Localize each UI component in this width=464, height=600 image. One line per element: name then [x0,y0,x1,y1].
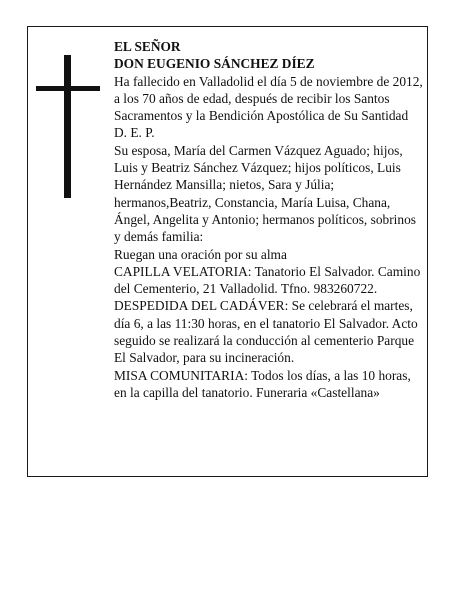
obituary-family: Su esposa, María del Carmen Vázquez Aguado; hijos, Luis y Beatriz Sánchez Vázquez; hijos políticos, Luis Hernández Mansilla; nietos, Sara y Júlia; hermanos,Beatriz, Constancia, María Luisa, Chana, Ángel, Angelita y Antonio; hermanos políticos, sobrinos y demás familia: [114,142,417,245]
obituary-text [114,38,424,401]
obituary-deceased-name: DON EUGENIO SÁNCHEZ DÍEZ [114,56,315,72]
obituary-farewell: DESPEDIDA DEL CADÁVER: Se celebrará el martes, día 6, a las 11:30 horas, en el tanatorio El Salvador. Acto seguido se realizará la conducción al cementerio Parque El Salvador, para su incineración. [114,298,418,366]
obituary-chapel: CAPILLA VELATORIA: Tanatorio El Salvador. Camino del Cementerio, 21 Valladolid. Tfno. 983260722. [114,263,421,297]
obituary-mass: MISA COMUNITARIA: Todos los días, a las 10 horas, en la capilla del tanatorio. Funeraria «Castellana» [114,367,411,400]
cross-icon [36,55,100,198]
cross-vertical-bar [64,55,71,198]
obituary-death-announcement: Ha fallecido en Valladolid el día 5 de noviembre de 2012, a los 70 años de edad, después de recibir los Santos Sacramentos y la Bendición Apostólica de Su Santidad [114,73,423,124]
obituary-heading-title: EL SEÑOR [114,39,181,54]
cross-horizontal-bar [36,86,100,91]
obituary-prayer-request: Ruegan una oración por su alma [114,246,287,262]
obituary-rip: D. E. P. [114,125,155,141]
